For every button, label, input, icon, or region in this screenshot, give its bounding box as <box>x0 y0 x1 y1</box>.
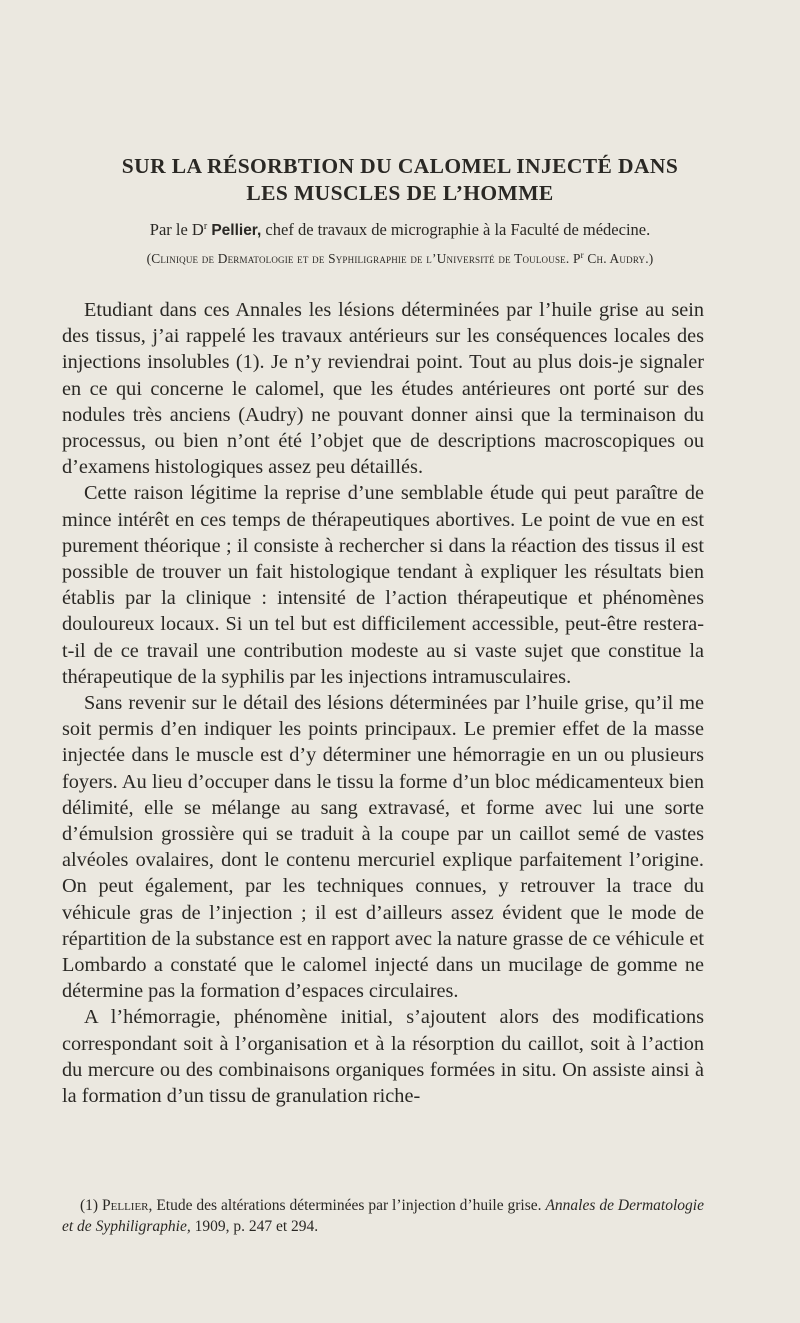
footnote-marker: (1) <box>80 1197 103 1214</box>
footnote-reference: 1909, p. 247 et 294. <box>190 1218 319 1235</box>
author-affiliation: chef de travaux de micrographie à la Faculté de médecine. <box>261 220 651 239</box>
body-paragraph-2: Cette raison légitime la reprise d’une semblable étude qui peut paraître de mince intérêt en ces temps de thérapeutiques abortives. Le point de vue en est purement théorique ; il consiste à rechercher si dans la réaction des tissus il est possible de trouver un fait histologique tendant à expliquer les résultats bien établis par la clinique : intensité de l’action thérapeutique et phénomènes douloureux locaux. Si un tel but est difficilement accessible, peut-être restera-t-il de ce travail une contribution modeste au si vaste sujet que constitue la thérapeutique de la syphilis par les injections intramusculaires. <box>62 482 704 688</box>
footnote-journal: Annales de Dermatologie et de Syphiligraphie, <box>62 1197 704 1235</box>
byline-prefix: Par le D <box>149 220 204 239</box>
clinic-pr-superscript: r <box>580 250 584 260</box>
footnote <box>62 1195 704 1237</box>
body-paragraph-4: A l’hémorragie, phénomène initial, s’ajoutent alors des modifications correspondant soit à l’organisation et à la résorption du caillot, soit à l’action du mercure ou des combinaisons organiques formées in situ. On assiste ainsi à la formation d’un tissu de granulation riche- <box>62 1006 704 1108</box>
clinic-text-a: (Clinique de Dermatologie et de Syphiligraphie de l’Université de Toulouse. P <box>146 251 581 266</box>
article-body <box>62 297 704 1109</box>
article-title-line-2: LES MUSCLES DE L’HOMME <box>246 181 554 205</box>
clinic-affiliation <box>60 245 740 269</box>
body-paragraph-1: Etudiant dans ces Annales les lésions déterminées par l’huile grise au sein des tissus, j’ai rappelé les travaux antérieurs sur les conséquences locales des injections insolubles (1). Je n’y reviendrai point. Tout au plus dois-je signaler en ce qui concerne le calomel, que les études antérieures ont porté sur des nodules très anciens (Audry) ne pouvant donner ainsi que la terminaison du processus, ou bien n’ont été l’objet que de descriptions macroscopiques ou d’examens histologiques assez peu détaillés. <box>62 299 704 479</box>
author-byline <box>60 216 740 242</box>
clinic-text-b: Ch. Audry.) <box>583 251 654 266</box>
body-paragraph-3: Sans revenir sur le détail des lésions déterminées par l’huile grise, qu’il me soit permis d’en indiquer les points principaux. Le premier effet de la masse injectée dans le muscle est d’y déterminer une hémorragie en un ou plusieurs foyers. Au lieu d’occuper dans le tissu la forme d’un bloc médicamenteux bien délimité, elle se mélange au sang extravasé, et forme avec lui une sorte d’émulsion grossière qui se traduit à la coupe par un caillot semé de vastes alvéoles ovalaires, dont le contenu mercuriel explique parfaitement l’origine. On peut également, par les techniques connues, y retrouver la trace du véhicule gras de l’injection ; il est d’ailleurs assez évident que le mode de répartition de la substance est en rapport avec la nature grasse de ce véhicule et Lombardo a constaté que le calomel injecté dans un mucilage de gomme ne détermine pas la formation d’espaces circulaires. <box>62 692 704 1003</box>
author-name: Pellier, <box>211 222 262 239</box>
footnote-text: , Etude des altérations déterminées par l’injection d’huile grise. <box>148 1197 546 1214</box>
byline-dr-superscript: r <box>203 221 208 232</box>
footnote-author: Pellier <box>102 1197 149 1214</box>
article-title-line-1: SUR LA RÉSORBTION DU CALOMEL INJECTÉ DANS <box>121 154 679 178</box>
